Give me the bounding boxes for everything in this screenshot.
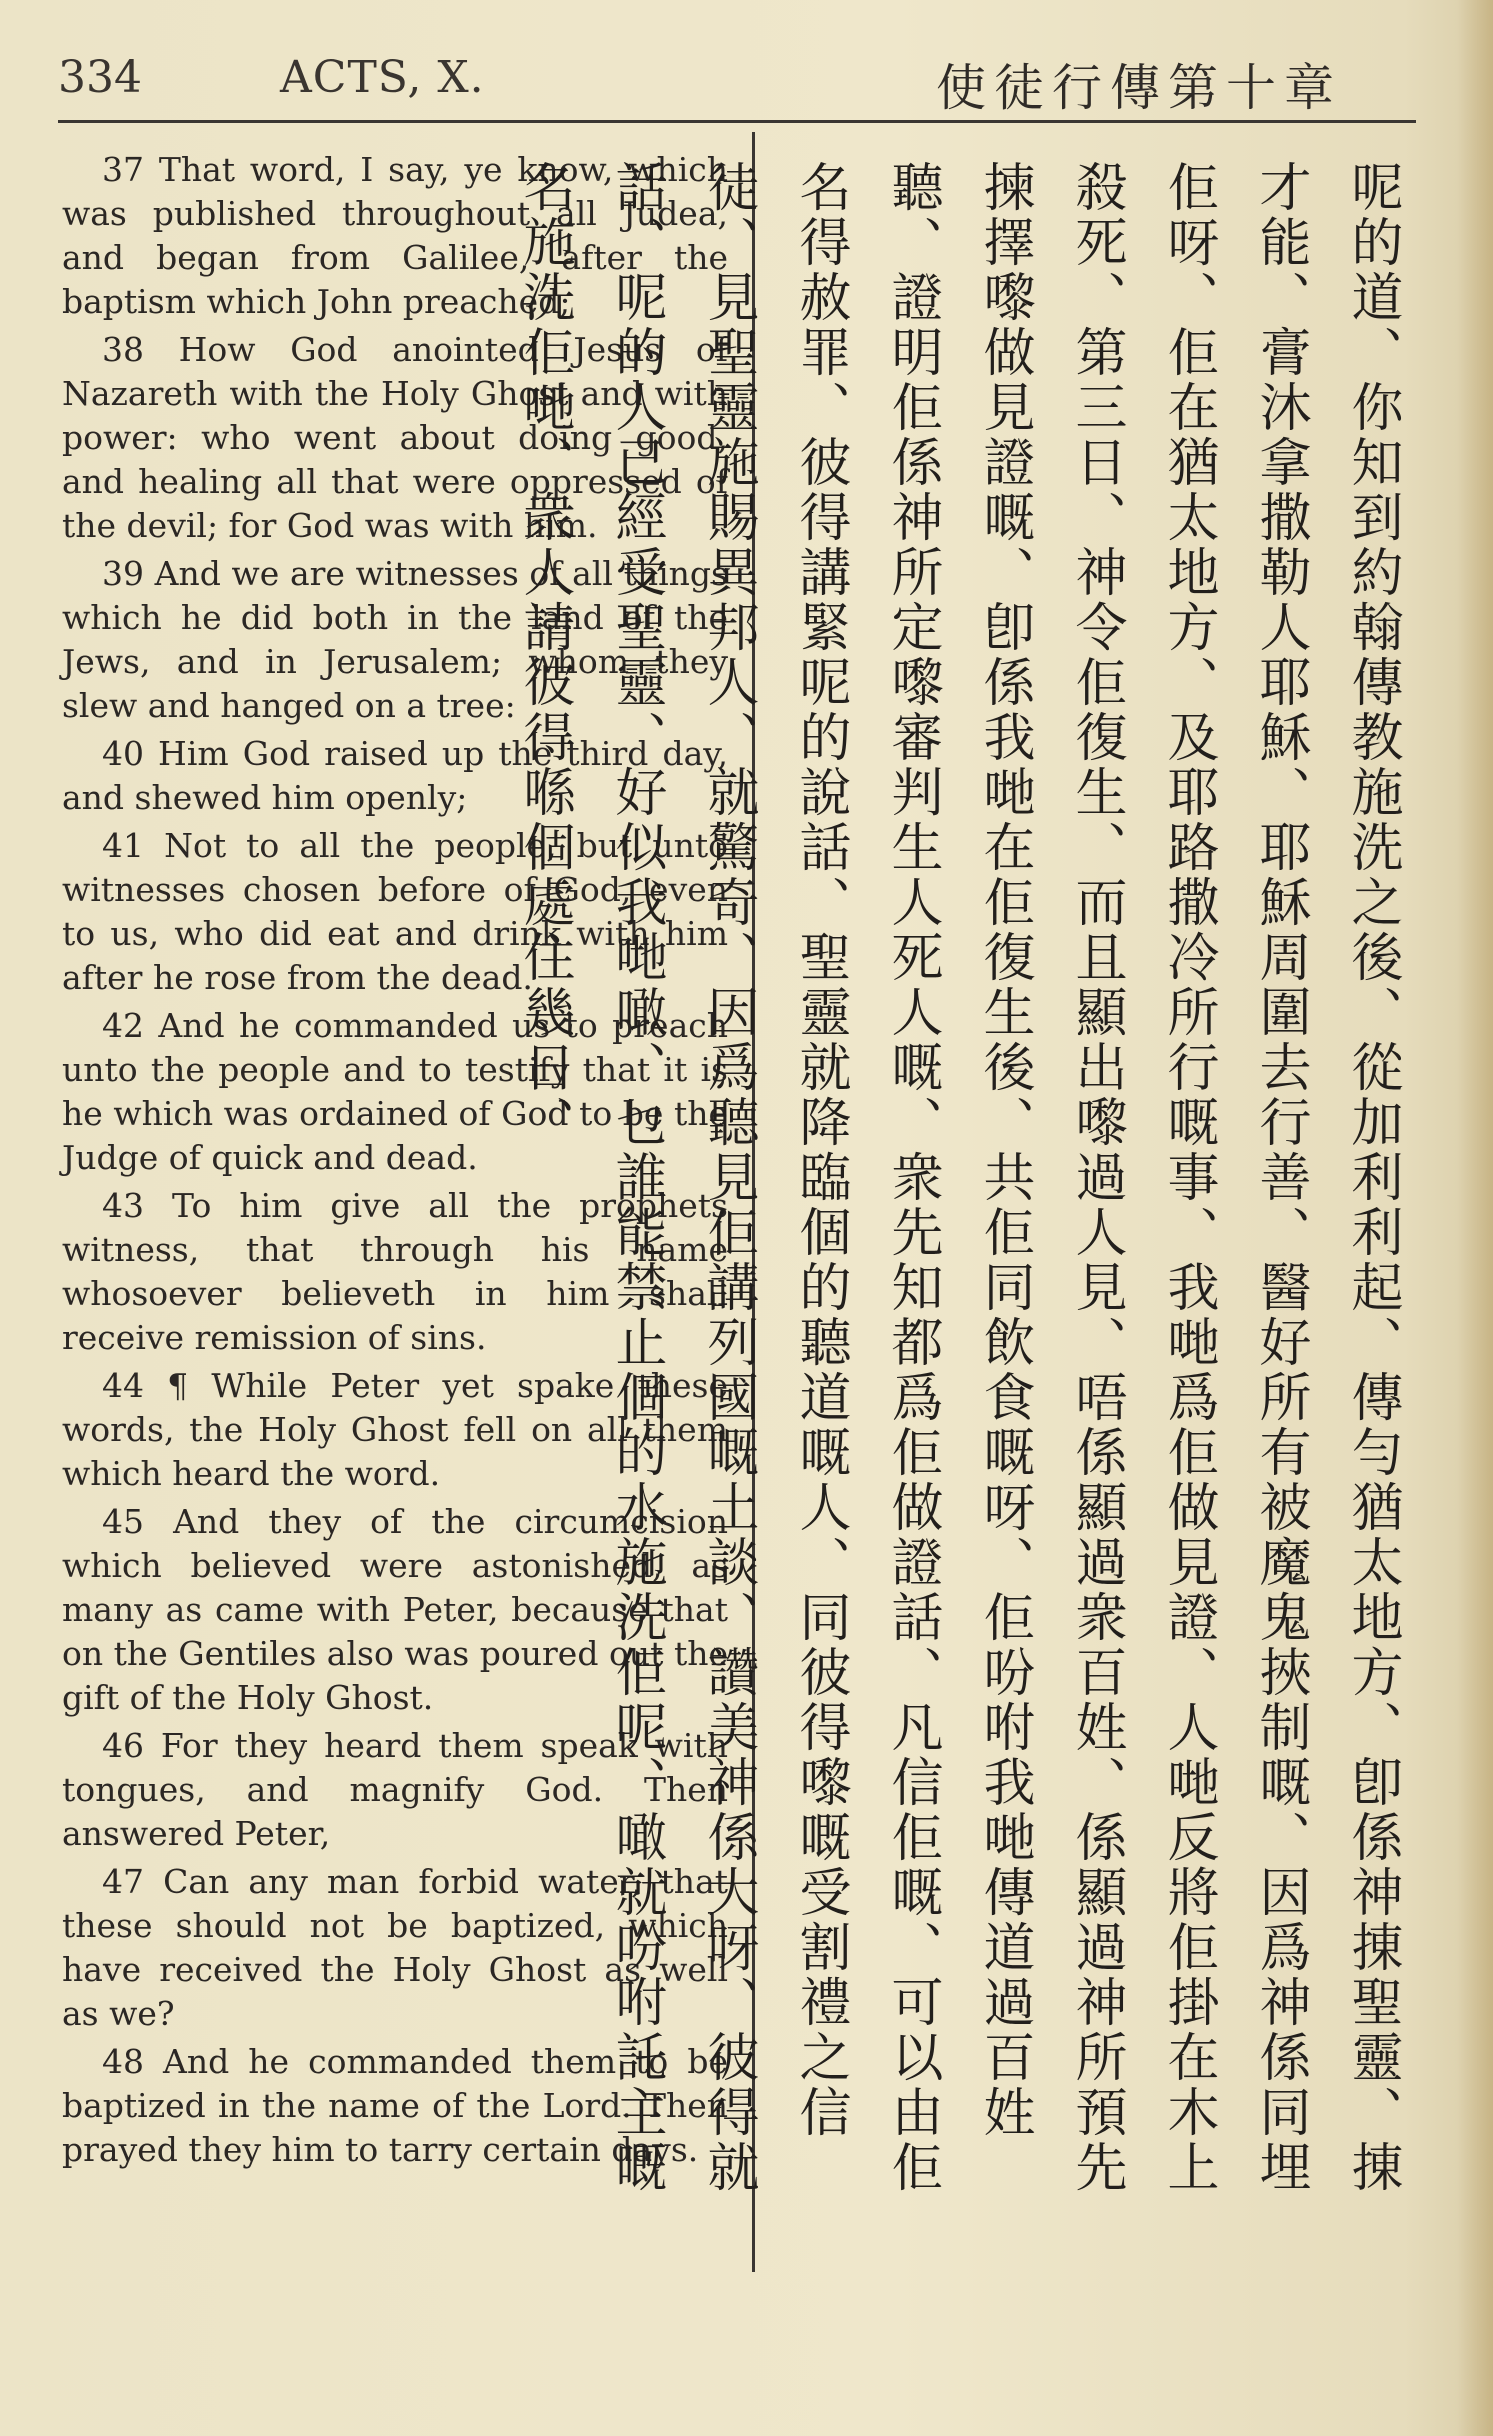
chinese-chapter-title: 使徒行傳第十章 bbox=[936, 59, 1342, 117]
chinese-text: 呢的道、你知到約翰傳教施洗之後、從加利利起、傳勻猶太地方、卽係神㨂聖靈、㨂才能、膏沐拿撒勒人耶穌、耶穌周圍去行善、醫好所有被魔鬼挾制嘅、因爲神係同埋佢呀、佢在猶太地方、及耶路撒冷所行嘅事、我哋爲佢做見證、人哋反將佢掛在木上殺死、第三日、神令佢復生、而且顯出嚟過人見、唔係顯過衆百姓、係顯過神所預先揀擇嚟做見證嘅、卽係我哋在佢復生後、共佢同飲食嘅呀、佢吩咐我哋傳道過百姓聽、證明佢係神所定嚟審判生人死人嘅、衆先知都爲佢做證話、凡信佢嘅、可以由佢名得赦罪、彼得講緊呢的說話、聖靈就降臨個的聽道嘅人、同彼得嚟嘅受割禮之信徒、見聖靈施賜異邦人、就驚奇、因爲聽見佢講列國嘅土談、讚美神係大呀、彼得就話、呢的人已經受聖靈、好似我哋噉、乜誰能禁止個的水施洗佢呢、噉就吩咐託主嘅名施洗佢哋、衆人請彼得喺個處住幾日、 bbox=[514, 160, 1402, 2195]
verse-41: 41 Not to all the people, but unto witnesses chosen before of God, even to us, who did eat and drink with him after he rose from the dead. bbox=[62, 826, 728, 997]
verse-48: 48 And he commanded them to be baptized in the name of the Lord. Then prayed they him to tarry certain days. bbox=[62, 2042, 728, 2169]
book-chapter-title: ACTS, X. bbox=[280, 52, 485, 103]
header-rule bbox=[58, 120, 1416, 123]
page-number: 334 bbox=[58, 52, 142, 103]
verse-44: 44 ¶ While Peter yet spake these words, the Holy Ghost fell on all them which heard the word. bbox=[62, 1366, 728, 1493]
verse-38: 38 How God anointed Jesus of Nazareth with the Holy Ghost and with power: who went about doing good, and healing all that were oppressed of the devil; for God was with him. bbox=[62, 330, 728, 545]
verse-39: 39 And we are witnesses of all things which he did both in the land of the Jews, and in Jerusalem; whom they slew and hanged on a tree: bbox=[62, 554, 728, 725]
page-edge-shadow bbox=[1457, 0, 1493, 2436]
verse-43: 43 To him give all the prophets witness, that through his name whosoever believeth in him shall receive remission of sins. bbox=[62, 1186, 728, 1357]
verse-40: 40 Him God raised up the third day, and shewed him openly; bbox=[62, 734, 728, 817]
verse-45: 45 And they of the circumcision which believed were astonished, as many as came with Peter, because that on the Gentiles also was poured out the gift of the Holy Ghost. bbox=[62, 1502, 728, 1717]
running-header bbox=[58, 44, 1408, 117]
verse-37: 37 That word, I say, ye know, which was published throughout all Judea, and began from Galilee, after the baptism which John preached; bbox=[62, 150, 728, 321]
verse-47: 47 Can any man forbid water, that these should not be baptized, which have received the Holy Ghost as well as we? bbox=[62, 1862, 728, 2033]
verse-46: 46 For they heard them speak with tongues, and magnify God. Then answered Peter, bbox=[62, 1726, 728, 1853]
verse-42: 42 And he commanded us to preach unto the people and to testify that it is he which was ordained of God to be the Judge of quick and dead. bbox=[62, 1006, 728, 1177]
chinese-column bbox=[514, 160, 1418, 2240]
